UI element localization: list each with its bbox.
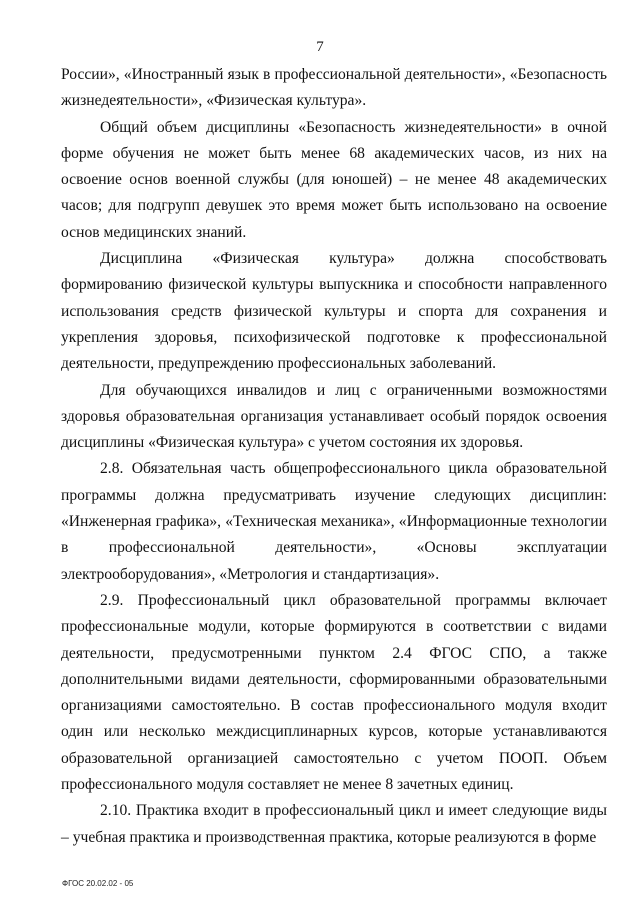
paragraph-physical-culture: Дисциплина «Физическая культура» должна способствовать формированию физической культуры выпускника и способности направленного использования средств физической культуры и спорта для сохранения и укрепления здоровья, психофизической подготовке к профессиональной деятельности, предупреждению профессиональных заболеваний. xyxy=(61,250,607,373)
page-number: 7 xyxy=(316,39,324,55)
document-body xyxy=(61,62,607,851)
footer-document-code: ФГОС 20.02.02 - 05 xyxy=(62,879,134,888)
paragraph-section-2-8: 2.8. Обязательная часть общепрофессионального цикла образовательной программы должна предусматривать изучение следующих дисциплин: «Инженерная графика», «Техническая механика», «Информационные технологии в профессиональной деятельности», «Основы эксплуатации электрооборудования», «Метрология и стандартизация». xyxy=(61,460,607,583)
paragraph-life-safety-volume: Общий объем дисциплины «Безопасность жизнедеятельности» в очной форме обучения не может быть менее 68 академических часов, из них на освоение основ военной службы (для юношей) – не менее 48 академических часов; для подгрупп девушек это время может быть использовано на освоение основ медицинских знаний. xyxy=(61,118,607,241)
paragraph-section-2-10: 2.10. Практика входит в профессиональный цикл и имеет следующие виды – учебная практика и производственная практика, которые реализуются в форме xyxy=(61,802,607,846)
paragraph-disabled-students: Для обучающихся инвалидов и лиц с ограниченными возможностями здоровья образовательная организация устанавливает особый порядок освоения дисциплины «Физическая культура» с учетом состояния их здоровья. xyxy=(61,381,607,452)
paragraph-section-2-9: 2.9. Профессиональный цикл образовательной программы включает профессиональные модули, которые формируются в соответствии с видами деятельности, предусмотренными пунктом 2.4 ФГОС СПО, а также дополнительными видами деятельности, сформированными образовательными организациями самостоятельно. В состав профессионального модуля входит один или несколько междисциплинарных курсов, которые устанавливаются образовательной организацией самостоятельно с учетом ПООП. Объем профессионального модуля составляет не менее 8 зачетных единиц. xyxy=(61,591,607,794)
paragraph-continuation: России», «Иностранный язык в профессиональной деятельности», «Безопасность жизнедеятельности», «Физическая культура». xyxy=(61,66,607,110)
